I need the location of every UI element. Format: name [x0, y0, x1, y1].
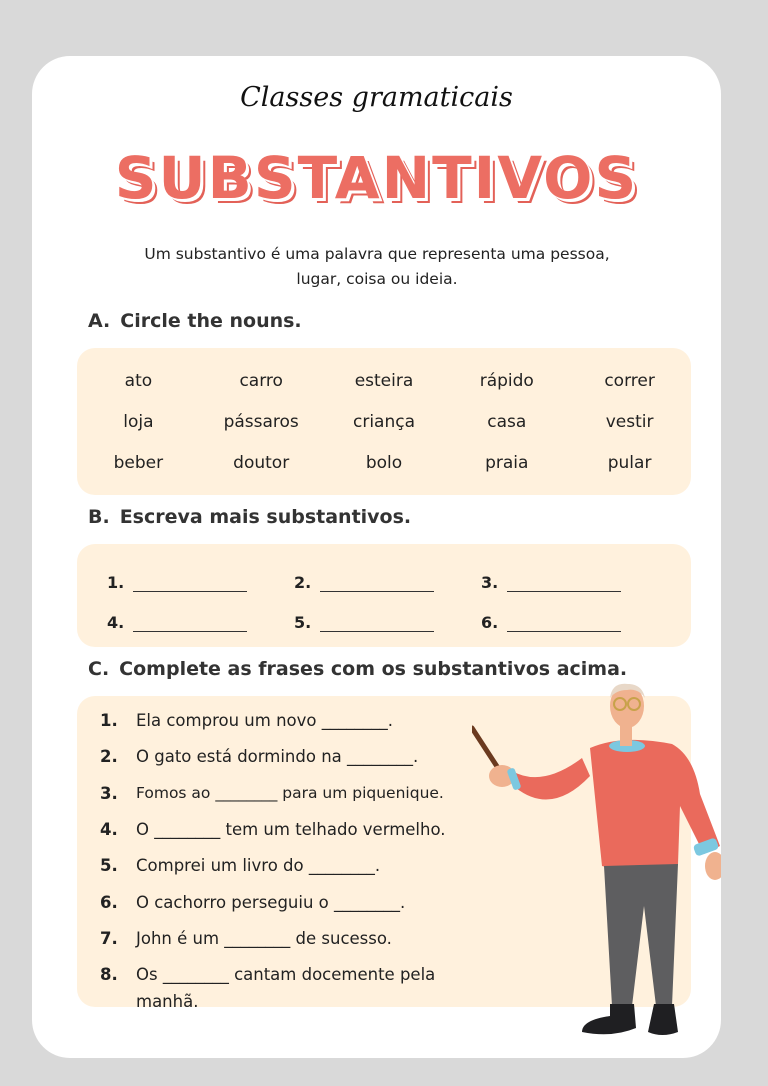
page-title: SUBSTANTIVOS [114, 144, 639, 212]
blank-item [107, 613, 294, 632]
word-item[interactable]: criança [352, 411, 415, 432]
blank-number: 2. [294, 572, 312, 592]
word-item[interactable]: carro [239, 370, 283, 391]
section-c-title: Complete as frases com os substantivos acima. [119, 658, 628, 680]
sentence-item [98, 816, 496, 843]
sentence-number: 2. [100, 747, 118, 766]
word-item[interactable]: bolo [365, 452, 403, 473]
intro-text: Um substantivo é uma palavra que representa uma pessoa, lugar, coisa ou ideia. [144, 245, 610, 288]
word-item[interactable]: vestir [605, 411, 654, 432]
trousers-icon [604, 864, 678, 1006]
sentence-number: 8. [100, 965, 118, 984]
worksheet-card [32, 56, 721, 1058]
section-b-heading [88, 506, 411, 528]
subtitle: Classes gramaticais [240, 82, 513, 113]
sentence-text: Fomos ao ________ para um piquenique. [136, 784, 444, 802]
sentence-number: 7. [100, 929, 118, 948]
word-item[interactable]: beber [113, 452, 164, 473]
section-a-heading [88, 310, 302, 332]
word-item[interactable]: esteira [354, 370, 414, 391]
sentence-text: O cachorro perseguiu o ________. [136, 893, 406, 912]
blank-item [107, 573, 294, 592]
answer-line[interactable] [133, 615, 247, 632]
sentence-text: Ela comprou um novo ________. [136, 711, 393, 730]
blank-number: 1. [107, 572, 125, 592]
sentence-item [98, 707, 496, 734]
answer-line[interactable] [133, 575, 247, 592]
word-grid [77, 360, 691, 483]
teacher-illustration [472, 676, 721, 1058]
blank-item [294, 613, 481, 632]
word-item[interactable]: rápido [479, 370, 534, 391]
section-b-title: Escreva mais substantivos. [119, 506, 412, 528]
section-a-title: Circle the nouns. [120, 310, 302, 332]
word-item[interactable]: correr [604, 370, 655, 391]
pointer-stick-icon [472, 728, 498, 768]
blank-item [481, 613, 668, 632]
sentence-text: John é um ________ de sucesso. [136, 929, 392, 948]
sentence-text: Comprei um livro do ________. [136, 856, 381, 875]
word-item[interactable]: praia [485, 452, 529, 473]
answer-line[interactable] [507, 615, 621, 632]
right-hand-icon [705, 852, 721, 880]
blank-item [481, 573, 668, 592]
blank-number: 4. [107, 612, 125, 632]
answer-line[interactable] [320, 575, 434, 592]
blanks-panel [77, 544, 691, 647]
sentence-number: 5. [100, 856, 118, 875]
right-shoe-icon [648, 1004, 678, 1035]
sentence-text: Os ________ cantam docemente pela manhã. [136, 965, 436, 1011]
blank-item [294, 573, 481, 592]
word-item[interactable]: pular [607, 452, 652, 473]
blank-grid [107, 562, 668, 642]
blank-number: 3. [481, 572, 499, 592]
word-item[interactable]: casa [487, 411, 527, 432]
left-shoe-icon [582, 1004, 636, 1034]
sentence-item [98, 780, 496, 807]
sentence-text: O gato está dormindo na ________. [136, 747, 419, 766]
section-b-letter: B. [88, 506, 110, 528]
section-a-letter: A. [88, 310, 111, 332]
sentence-number: 6. [100, 893, 118, 912]
sentence-item [98, 961, 496, 1015]
sentence-text: O ________ tem um telhado vermelho. [136, 820, 446, 839]
left-arm-icon [512, 758, 590, 800]
blank-number: 6. [481, 612, 499, 632]
word-item[interactable]: ato [124, 370, 153, 391]
word-item[interactable]: loja [123, 411, 154, 432]
sentence-number: 3. [100, 784, 118, 803]
blank-number: 5. [294, 612, 312, 632]
sentence-item [98, 743, 496, 770]
answer-line[interactable] [320, 615, 434, 632]
sentence-number: 1. [100, 711, 118, 730]
sentence-item [98, 925, 496, 952]
word-item[interactable]: pássaros [223, 411, 299, 432]
sentence-item [98, 852, 496, 879]
word-item[interactable]: doutor [233, 452, 290, 473]
sentence-number: 4. [100, 820, 118, 839]
section-c-letter: C. [88, 658, 110, 680]
word-bank-panel [77, 348, 691, 495]
answer-line[interactable] [507, 575, 621, 592]
sentence-item [98, 889, 496, 916]
